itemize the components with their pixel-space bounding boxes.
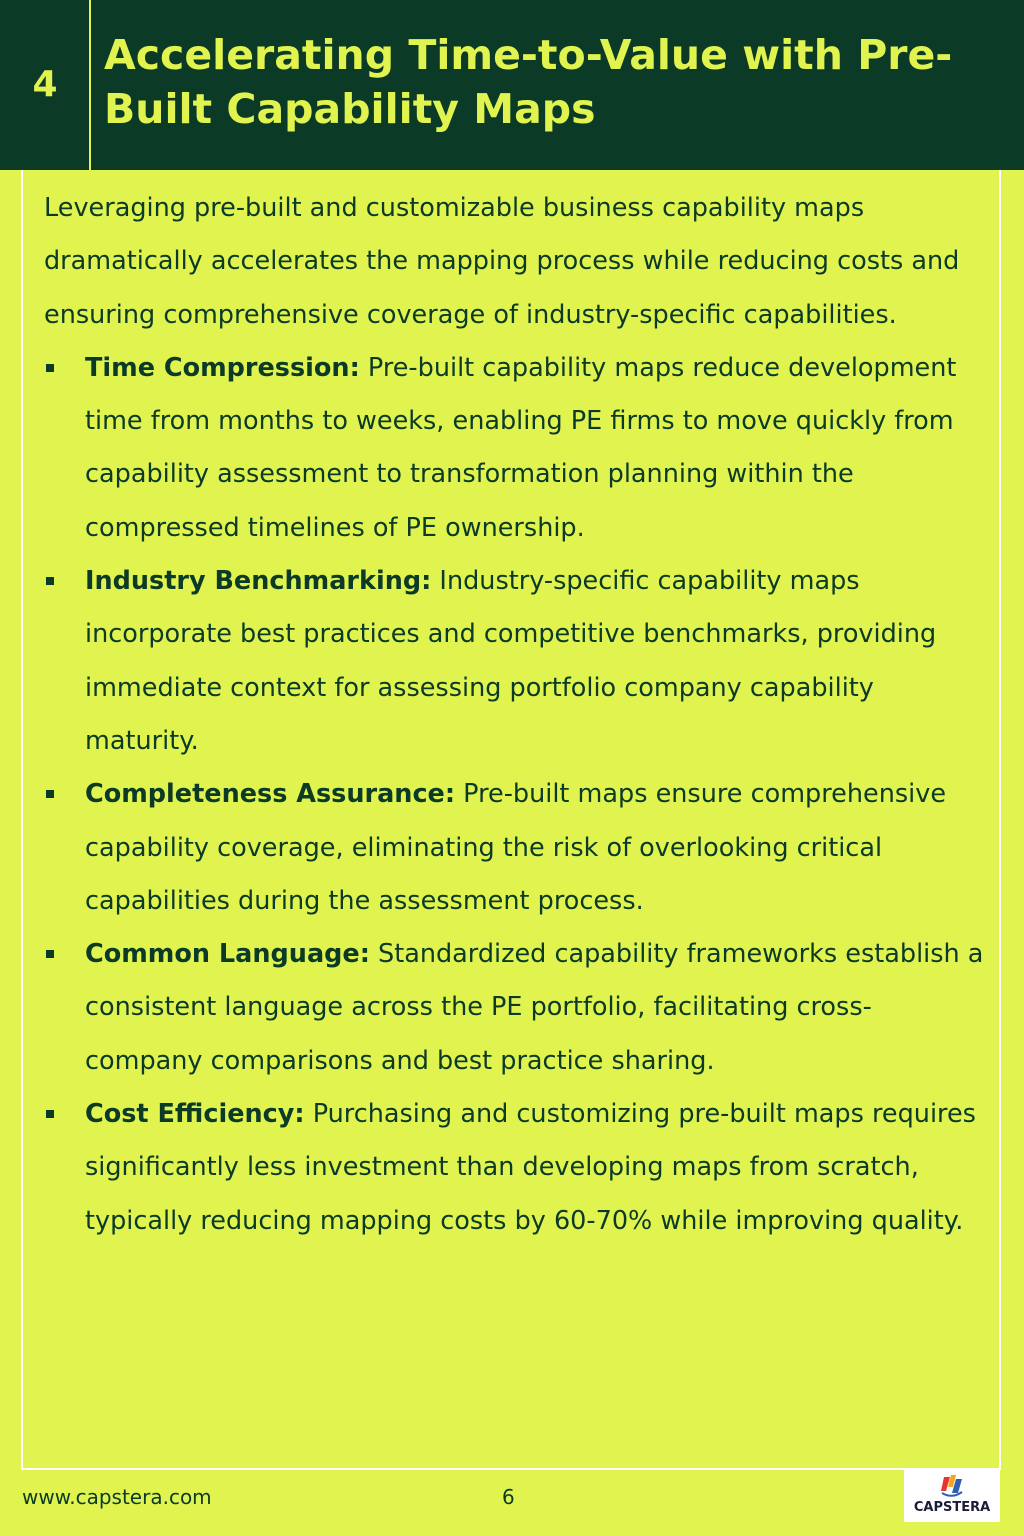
bullet-text: Pre-built maps ensure comprehensive capability coverage, eliminating the risk of overlooking critical capabilities during the assessment process. xyxy=(85,779,947,916)
square-bullet-icon xyxy=(46,790,54,798)
benefits-list xyxy=(44,342,984,1248)
footer-website-link[interactable]: www.capstera.com xyxy=(22,1485,212,1509)
list-item-industry-benchmarking xyxy=(44,555,984,768)
capstera-logo xyxy=(904,1470,1000,1522)
page-number: 6 xyxy=(502,1485,515,1509)
bullet-text: Industry-specific capability maps incorporate best practices and competitive benchmarks, providing immediate context for assessing portfolio company capability maturity. xyxy=(85,566,937,756)
list-item-completeness-assurance xyxy=(44,768,984,928)
bullet-term: Time Compression: xyxy=(85,352,360,383)
page-header xyxy=(0,0,1024,170)
square-bullet-icon xyxy=(46,577,54,585)
bullet-term: Industry Benchmarking: xyxy=(85,566,432,597)
header-divider xyxy=(89,0,91,170)
list-item-time-compression xyxy=(44,342,984,555)
square-bullet-icon xyxy=(46,950,54,958)
capstera-logo-icon xyxy=(938,1473,966,1499)
page-title: Accelerating Time-to-Value with Pre- Built Capability Maps xyxy=(104,31,953,133)
bullet-text: Purchasing and customizing pre-built maps requires significantly less investment than developing maps from scratch, typically reducing mapping costs by 60-70% while improving quality. xyxy=(85,1099,976,1236)
square-bullet-icon xyxy=(46,1110,54,1118)
list-item-common-language xyxy=(44,928,984,1088)
section-number: 4 xyxy=(32,64,58,105)
intro-paragraph: Leveraging pre-built and customizable business capability maps dramatically accelerates the mapping process while reducing costs and ensuring comprehensive coverage of industry-specific capabilities. xyxy=(44,193,960,330)
square-bullet-icon xyxy=(46,364,54,372)
list-item-cost-efficiency xyxy=(44,1088,984,1248)
bullet-term: Common Language: xyxy=(85,939,370,970)
logo-text: CAPSTERA xyxy=(913,1500,991,1515)
bullet-term: Cost Efficiency: xyxy=(85,1099,305,1130)
bullet-text: Pre-built capability maps reduce development time from months to weeks, enabling PE firms to move quickly from capability assessment to transformation planning within the compressed timelines of PE ownership. xyxy=(85,352,957,543)
content-body xyxy=(44,182,984,1248)
bullet-text: Standardized capability frameworks establish a consistent language across the PE portfolio, facilitating cross-company comparisons and best practice sharing. xyxy=(85,939,984,1076)
bullet-term: Completeness Assurance: xyxy=(85,779,456,810)
